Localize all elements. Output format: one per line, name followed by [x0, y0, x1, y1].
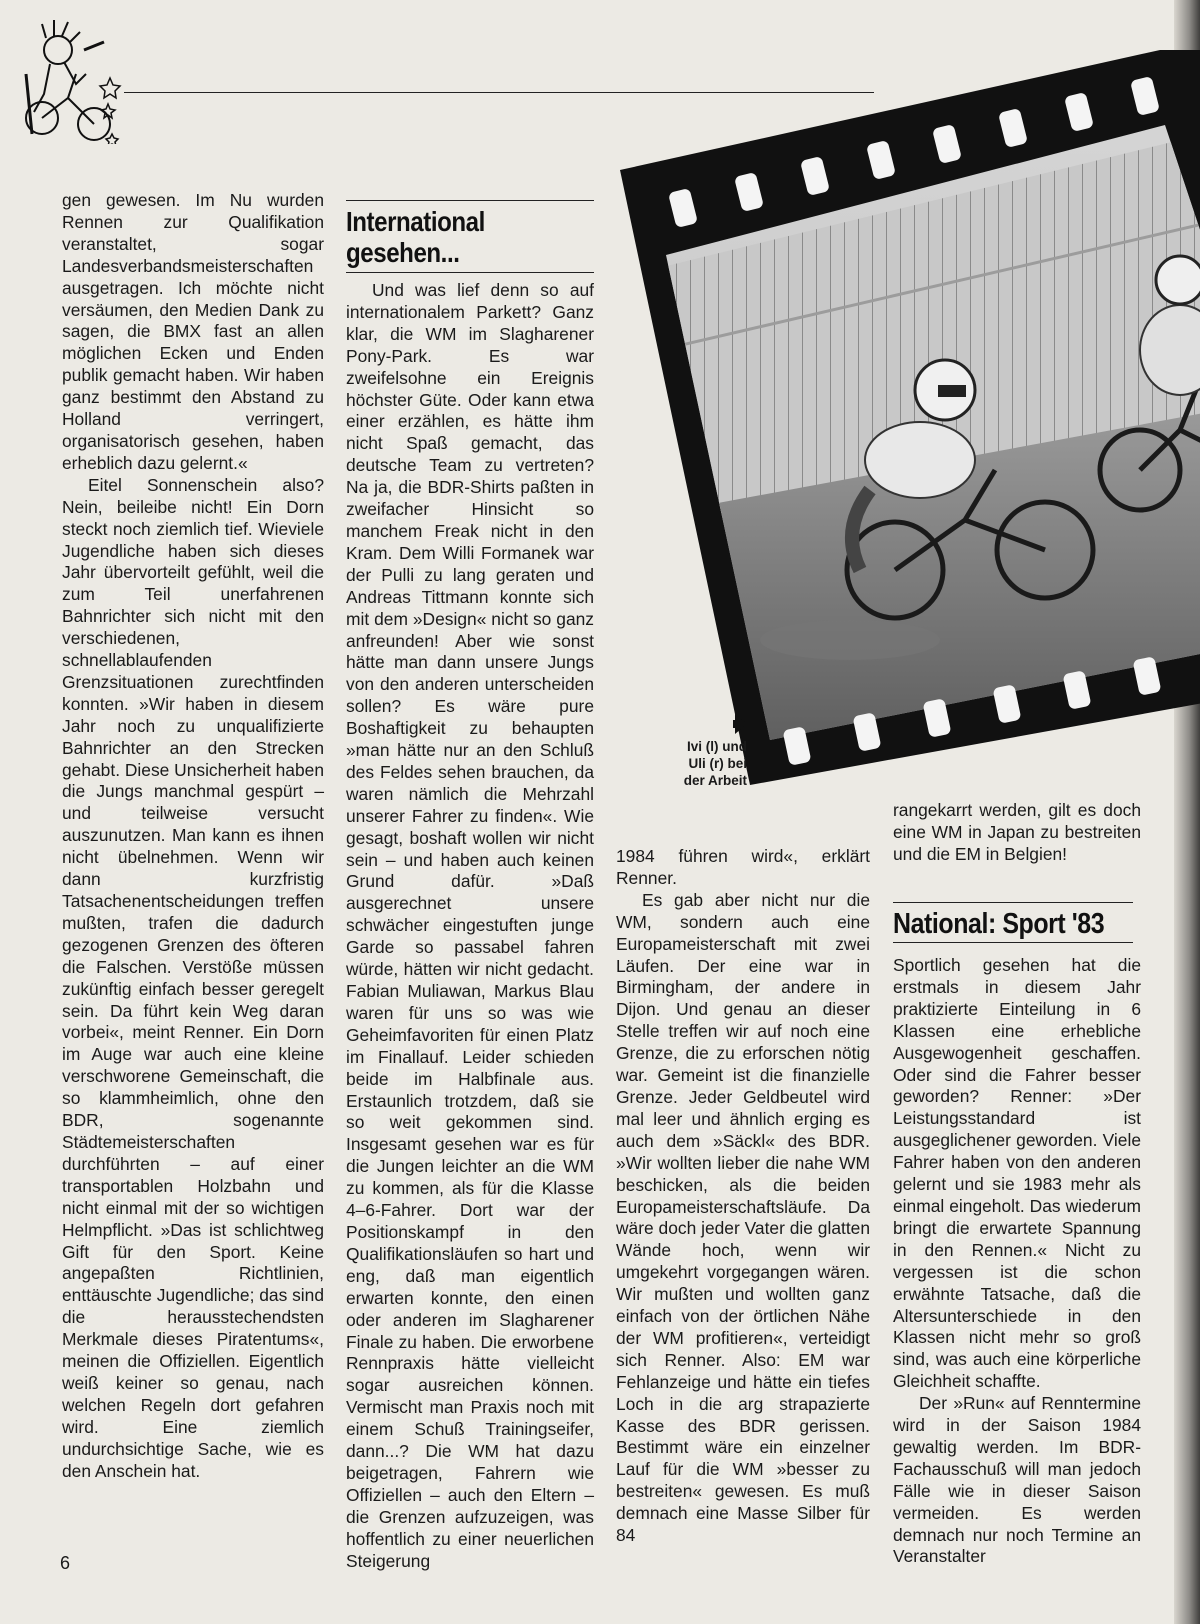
col1-paragraph-2: Eitel Sonnenschein also? Nein, beileibe nicht! Ein Dorn steckt noch ziemlich tief. Wieviele Jugendliche haben sich dieses Jahr übervorteilt gefühlt, weil die zum Teil unerfahrenen Bahnrichter sich nicht mit den verschiedenen, schnellablaufenden Grenzsituationen zurechtfinden konnten. »Wir haben in diesem Jahr noch zu unqualifizierte Bahnrichter an den Strecken gehabt. Diese Unsicherheit haben die Jungs manchmal gespürt – und teilweise versucht auszunutzen. Man kann es ihnen nicht übelnehmen. Wenn wir dann kurzfristig Tatsachenentscheidungen treffen mußten, trafen die dadurch gezogenen Grenzen des öfteren die Falschen. Verstöße müssen zukünftig einfach besser geregelt sein. Da führt kein Weg daran vorbei«, meint Renner. Ein Dorn im Auge war auch eine kleine verschworene Gemeinschaft, die so klammheimlich, ohne den BDR, sogenannte Städtemeisterschaften durchführten – auf einer transportablen Holzbahn und nicht einmal mit der so wichtigen Helmpflicht. »Das ist schlichtweg Gift für den Sport. Keine angepaßten Richtlinien, enttäuschte Jugendliche; das sind die herausstechendsten Merkmale dieses Piratentums«, meinen die Offiziellen. Eigentlich weiß keiner so genau, nach welchen Regeln dort gefahren wird. Eine ziemlich undurchsichtige Sache, wie es den Anschein hat.	[62, 474, 325, 1481]
column-3	[616, 846, 870, 1547]
photo-caption	[655, 738, 747, 789]
photo-caption-line-1: Ivi (l) und	[687, 739, 747, 754]
col2-paragraph-1: Und was lief denn so auf internationalem Parkett? Ganz klar, die WM im Slagharener Pony-Park. Es war zweifelsohne ein Ereignis höchster Güte. Oder kann etwa einer erzählen, es hätte ihm nicht Spaß gemacht, das deutsche Team zu vertreten? Na ja, die BDR-Shirts paßten in zweifacher Hinsicht so manchem Freak nicht in den Kram. Dem Willi Formanek war der Pulli zu lang geraten und Andreas Tittmann konnte sich mit dem »Design« nicht so ganz anfreunden! Aber wie sonst hätte man dann unsere Jungs von den anderen unterscheiden sollen? Es wäre pure Boshaftigkeit zu behaupten »man hätte nur an den Schluß des Feldes sehen brauchen, da waren nämlich die Mehrzahl unserer Fahrer zu finden«. Wie gesagt, boshaft wollen wir nicht sein – und haben auch keinen Grund dafür. »Daß ausgerechnet unsere schwächer eingestuften junge Garde so passabel fahren würde, hätten wir nicht gedacht. Fabian Muliawan, Markus Blau waren für uns so was wie Geheimfavoriten für einen Platz im Finallauf. Leider schieden beide im Halbfinale aus. Erstaunlich trotzdem, daß sie so weit gekommen sind. Insgesamt gesehen war es für die Jungen leichter an die WM zu kommen, als für die Klasse 4–6-Fahrer. Dort war der Positionskampf in den Qualifikationsläufen so hart und eng, daß man eigentlich erwarten konnte, den einen oder anderen im Slagharener Finale zu haben. Die erworbene Rennpraxis hätte vielleicht sogar ausreichen können. Vermischt man Praxis noch mit einem Schuß Trainingseifer, dann...? Die WM hat dazu beigetragen, Fahrern wie Offiziellen – auch den Eltern – die Grenzen aufzuzeigen, was hoffentlich zu einer neuerlichen Steigerung	[346, 280, 594, 1571]
national-heading-rule-top	[893, 902, 1133, 903]
caption-arrow-icon	[733, 714, 747, 734]
column-2	[346, 280, 594, 1572]
col4-paragraph-3: Der »Run« auf Renntermine wird in der Saison 1984 gewaltig werden. Im BDR-Fachausschuß will man jedoch Fälle wie in dieser Saison vermeiden. Es werden demnach nur noch Termine an Veranstalter	[893, 1393, 1141, 1567]
col4-paragraph-2: Sportlich gesehen hat die erstmals in diesem Jahr praktizierte Einteilung in 6 Klassen eine erhebliche Ausgewogenheit geschaffen. Oder sind die Fahrer besser geworden? Renner: »Der Leistungsstandard ist ausgeglichener geworden. Viele Fahrer haben von den anderen gelernt und sie 1983 mehr als einmal eingeholt. Das wiederum bringt die erwartete Spannung in den Rennen.« Nicht zu vergessen ist die schon erwähnte Tatsache, daß die Altersunterschiede in den Klassen nicht mehr so groß sind, was auch eine körperliche Gleichheit schaffte.	[893, 955, 1141, 1392]
col1-paragraph-1: gen gewesen. Im Nu wurden Rennen zur Qualifikation veranstaltet, sogar Landesverbandsmeisterschaften ausgetragen. Ich möchte nicht versäumen, den Medien Dank zu sagen, die BMX fast an allen möglichen Ecken und Enden publik gemacht haben. Wir haben ganz bestimmt den Abstand zu Holland verringert, organisatorisch gesehen, haben erheblich dazu gelernt.«	[62, 190, 324, 473]
bmx-race-photo-filmstrip	[620, 50, 1200, 830]
column-1	[62, 190, 324, 1482]
national-heading: National: Sport '83	[893, 908, 1105, 940]
col3-paragraph-1: 1984 führen wird«, erklärt Renner.	[616, 846, 870, 888]
col4-paragraph-1: rangekarrt werden, gilt es doch eine WM in Japan zu bestreiten und die EM in Belgien!	[893, 800, 1141, 864]
heading-rule-top	[346, 200, 594, 201]
page-number: 6	[60, 1553, 71, 1573]
col3-paragraph-2: Es gab aber nicht nur die WM, sondern auch eine Europameisterschaft mit zwei Läufen. Der eine war in Birmingham, der andere in Dijon. Und genau an dieser Stelle treffen wir auf noch eine Grenze, die zu erforschen nötig war. Gemeint ist die finanzielle Grenze. Jeder Geldbeutel wird mal leer und ähnlich erging es auch dem »Säckl« des BDR. »Wir wollten lieber die nahe WM beschicken, als die beiden Europameisterschaftsläufe. Da wäre doch jeder Vater die glatten Wände hoch, wenn wir umgekehrt vorgegangen wären. Wir mußten und wollten ganz einfach von der örtlichen Nähe der WM profitieren«, verteidigt sich Renner. Also: EM war Fehlanzeige und hätte ein tiefes Loch in die arg strapazierte Kasse des BDR gerissen. Bestimmt wäre ein einzelner Lauf für die WM »besser zu bestreiten« gewesen. Es muß demnach eine Masse Silber für 84	[616, 889, 870, 1546]
national-heading-rule-bottom	[893, 942, 1133, 943]
photo-caption-line-2: Uli (r) bei	[688, 756, 747, 771]
international-heading-line-1: International	[346, 206, 485, 237]
column-4-lower	[893, 955, 1141, 1568]
international-heading	[346, 206, 559, 268]
heading-rule-bottom	[346, 272, 594, 273]
bmx-mascot-logo	[14, 14, 126, 144]
photo-caption-line-3: der Arbeit	[683, 773, 747, 788]
column-4	[893, 800, 1141, 866]
international-heading-line-2: gesehen...	[346, 237, 460, 268]
